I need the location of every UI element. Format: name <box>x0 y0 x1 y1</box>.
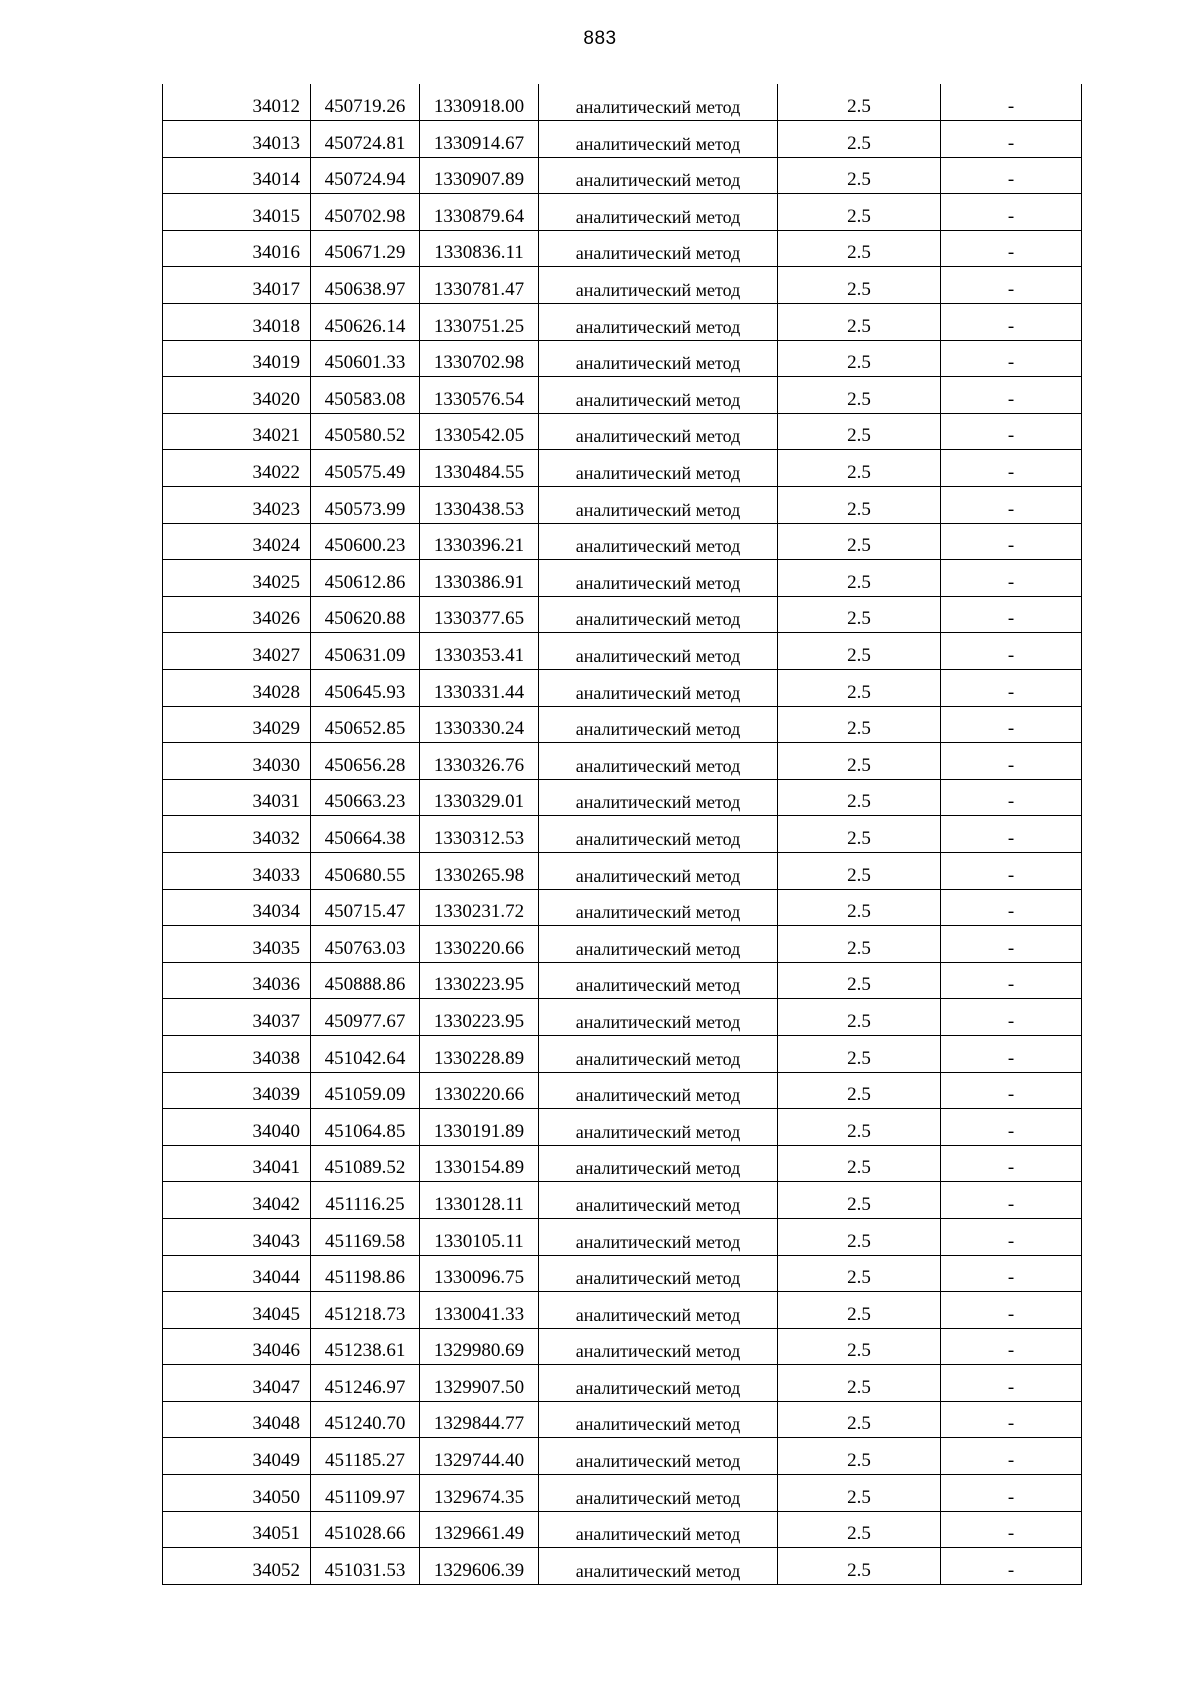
point-number-cell: 34045 <box>163 1292 311 1329</box>
x-coordinate-cell: 451218.73 <box>311 1292 420 1329</box>
table-row <box>163 999 1082 1036</box>
point-number-cell: 34031 <box>163 779 311 816</box>
note-cell: - <box>941 633 1082 670</box>
note-cell: - <box>941 1145 1082 1182</box>
method-cell: аналитический метод <box>539 1072 778 1109</box>
x-coordinate-cell: 450638.97 <box>311 267 420 304</box>
note-cell: - <box>941 1218 1082 1255</box>
accuracy-cell: 2.5 <box>778 1072 941 1109</box>
x-coordinate-cell: 450680.55 <box>311 852 420 889</box>
y-coordinate-cell: 1330377.65 <box>420 596 539 633</box>
accuracy-cell: 2.5 <box>778 157 941 194</box>
method-cell: аналитический метод <box>539 1109 778 1146</box>
accuracy-cell: 2.5 <box>778 779 941 816</box>
method-cell: аналитический метод <box>539 1365 778 1402</box>
method-cell: аналитический метод <box>539 1145 778 1182</box>
accuracy-cell: 2.5 <box>778 267 941 304</box>
method-cell: аналитический метод <box>539 962 778 999</box>
note-cell: - <box>941 340 1082 377</box>
accuracy-cell: 2.5 <box>778 926 941 963</box>
x-coordinate-cell: 451185.27 <box>311 1438 420 1475</box>
x-coordinate-cell: 451109.97 <box>311 1475 420 1512</box>
method-cell: аналитический метод <box>539 487 778 524</box>
table-row <box>163 1292 1082 1329</box>
point-number-cell: 34043 <box>163 1218 311 1255</box>
point-number-cell: 34050 <box>163 1475 311 1512</box>
y-coordinate-cell: 1330154.89 <box>420 1145 539 1182</box>
point-number-cell: 34012 <box>163 84 311 121</box>
method-cell: аналитический метод <box>539 194 778 231</box>
note-cell: - <box>941 267 1082 304</box>
accuracy-cell: 2.5 <box>778 1365 941 1402</box>
y-coordinate-cell: 1330836.11 <box>420 230 539 267</box>
point-number-cell: 34051 <box>163 1511 311 1548</box>
table-row <box>163 1145 1082 1182</box>
note-cell: - <box>941 706 1082 743</box>
note-cell: - <box>941 194 1082 231</box>
accuracy-cell: 2.5 <box>778 413 941 450</box>
accuracy-cell: 2.5 <box>778 1475 941 1512</box>
point-number-cell: 34034 <box>163 889 311 926</box>
accuracy-cell: 2.5 <box>778 816 941 853</box>
accuracy-cell: 2.5 <box>778 999 941 1036</box>
note-cell: - <box>941 1035 1082 1072</box>
coordinates-table <box>162 84 1082 1585</box>
point-number-cell: 34052 <box>163 1548 311 1585</box>
point-number-cell: 34021 <box>163 413 311 450</box>
y-coordinate-cell: 1330326.76 <box>420 743 539 780</box>
point-number-cell: 34047 <box>163 1365 311 1402</box>
accuracy-cell: 2.5 <box>778 1109 941 1146</box>
point-number-cell: 34029 <box>163 706 311 743</box>
accuracy-cell: 2.5 <box>778 121 941 158</box>
table-row <box>163 157 1082 194</box>
accuracy-cell: 2.5 <box>778 596 941 633</box>
note-cell: - <box>941 1182 1082 1219</box>
point-number-cell: 34023 <box>163 487 311 524</box>
point-number-cell: 34048 <box>163 1401 311 1438</box>
y-coordinate-cell: 1330041.33 <box>420 1292 539 1329</box>
note-cell: - <box>941 1292 1082 1329</box>
method-cell: аналитический метод <box>539 779 778 816</box>
y-coordinate-cell: 1329907.50 <box>420 1365 539 1402</box>
method-cell: аналитический метод <box>539 633 778 670</box>
y-coordinate-cell: 1330914.67 <box>420 121 539 158</box>
x-coordinate-cell: 450663.23 <box>311 779 420 816</box>
y-coordinate-cell: 1330702.98 <box>420 340 539 377</box>
note-cell: - <box>941 1548 1082 1585</box>
y-coordinate-cell: 1330386.91 <box>420 560 539 597</box>
table-row <box>163 1182 1082 1219</box>
accuracy-cell: 2.5 <box>778 1548 941 1585</box>
page-number: 883 <box>583 28 617 49</box>
point-number-cell: 34013 <box>163 121 311 158</box>
x-coordinate-cell: 450652.85 <box>311 706 420 743</box>
x-coordinate-cell: 450702.98 <box>311 194 420 231</box>
point-number-cell: 34028 <box>163 670 311 707</box>
table-row <box>163 194 1082 231</box>
note-cell: - <box>941 157 1082 194</box>
table-row <box>163 230 1082 267</box>
note-cell: - <box>941 889 1082 926</box>
accuracy-cell: 2.5 <box>778 1292 941 1329</box>
method-cell: аналитический метод <box>539 121 778 158</box>
note-cell: - <box>941 523 1082 560</box>
y-coordinate-cell: 1329744.40 <box>420 1438 539 1475</box>
point-number-cell: 34040 <box>163 1109 311 1146</box>
method-cell: аналитический метод <box>539 1511 778 1548</box>
table-row <box>163 1365 1082 1402</box>
point-number-cell: 34044 <box>163 1255 311 1292</box>
x-coordinate-cell: 451059.09 <box>311 1072 420 1109</box>
method-cell: аналитический метод <box>539 1182 778 1219</box>
method-cell: аналитический метод <box>539 816 778 853</box>
method-cell: аналитический метод <box>539 1328 778 1365</box>
accuracy-cell: 2.5 <box>778 1511 941 1548</box>
x-coordinate-cell: 450626.14 <box>311 304 420 341</box>
accuracy-cell: 2.5 <box>778 1035 941 1072</box>
note-cell: - <box>941 304 1082 341</box>
point-number-cell: 34035 <box>163 926 311 963</box>
method-cell: аналитический метод <box>539 1035 778 1072</box>
accuracy-cell: 2.5 <box>778 523 941 560</box>
accuracy-cell: 2.5 <box>778 1255 941 1292</box>
method-cell: аналитический метод <box>539 230 778 267</box>
point-number-cell: 34016 <box>163 230 311 267</box>
x-coordinate-cell: 450888.86 <box>311 962 420 999</box>
x-coordinate-cell: 451116.25 <box>311 1182 420 1219</box>
accuracy-cell: 2.5 <box>778 84 941 121</box>
x-coordinate-cell: 450763.03 <box>311 926 420 963</box>
point-number-cell: 34025 <box>163 560 311 597</box>
x-coordinate-cell: 450719.26 <box>311 84 420 121</box>
x-coordinate-cell: 450600.23 <box>311 523 420 560</box>
method-cell: аналитический метод <box>539 999 778 1036</box>
note-cell: - <box>941 487 1082 524</box>
table-body <box>163 84 1082 1584</box>
y-coordinate-cell: 1330105.11 <box>420 1218 539 1255</box>
point-number-cell: 34015 <box>163 194 311 231</box>
method-cell: аналитический метод <box>539 377 778 414</box>
accuracy-cell: 2.5 <box>778 1438 941 1475</box>
point-number-cell: 34049 <box>163 1438 311 1475</box>
point-number-cell: 34042 <box>163 1182 311 1219</box>
accuracy-cell: 2.5 <box>778 1145 941 1182</box>
table-row <box>163 1218 1082 1255</box>
x-coordinate-cell: 451028.66 <box>311 1511 420 1548</box>
y-coordinate-cell: 1330879.64 <box>420 194 539 231</box>
table-row <box>163 1072 1082 1109</box>
point-number-cell: 34033 <box>163 852 311 889</box>
method-cell: аналитический метод <box>539 523 778 560</box>
y-coordinate-cell: 1330542.05 <box>420 413 539 450</box>
method-cell: аналитический метод <box>539 1292 778 1329</box>
accuracy-cell: 2.5 <box>778 560 941 597</box>
x-coordinate-cell: 450575.49 <box>311 450 420 487</box>
note-cell: - <box>941 962 1082 999</box>
point-number-cell: 34038 <box>163 1035 311 1072</box>
y-coordinate-cell: 1330396.21 <box>420 523 539 560</box>
note-cell: - <box>941 450 1082 487</box>
method-cell: аналитический метод <box>539 706 778 743</box>
point-number-cell: 34036 <box>163 962 311 999</box>
y-coordinate-cell: 1330220.66 <box>420 1072 539 1109</box>
y-coordinate-cell: 1330907.89 <box>420 157 539 194</box>
method-cell: аналитический метод <box>539 1548 778 1585</box>
x-coordinate-cell: 450645.93 <box>311 670 420 707</box>
point-number-cell: 34039 <box>163 1072 311 1109</box>
accuracy-cell: 2.5 <box>778 304 941 341</box>
note-cell: - <box>941 852 1082 889</box>
y-coordinate-cell: 1330331.44 <box>420 670 539 707</box>
note-cell: - <box>941 596 1082 633</box>
table-row <box>163 1255 1082 1292</box>
note-cell: - <box>941 743 1082 780</box>
x-coordinate-cell: 451042.64 <box>311 1035 420 1072</box>
method-cell: аналитический метод <box>539 157 778 194</box>
y-coordinate-cell: 1330353.41 <box>420 633 539 670</box>
x-coordinate-cell: 451089.52 <box>311 1145 420 1182</box>
note-cell: - <box>941 926 1082 963</box>
accuracy-cell: 2.5 <box>778 450 941 487</box>
x-coordinate-cell: 451064.85 <box>311 1109 420 1146</box>
table-row <box>163 1328 1082 1365</box>
table-row <box>163 779 1082 816</box>
x-coordinate-cell: 450631.09 <box>311 633 420 670</box>
note-cell: - <box>941 816 1082 853</box>
note-cell: - <box>941 999 1082 1036</box>
table-row <box>163 377 1082 414</box>
y-coordinate-cell: 1330228.89 <box>420 1035 539 1072</box>
method-cell: аналитический метод <box>539 1255 778 1292</box>
table-row <box>163 1511 1082 1548</box>
y-coordinate-cell: 1330220.66 <box>420 926 539 963</box>
method-cell: аналитический метод <box>539 743 778 780</box>
table-row <box>163 1438 1082 1475</box>
note-cell: - <box>941 560 1082 597</box>
note-cell: - <box>941 1511 1082 1548</box>
method-cell: аналитический метод <box>539 340 778 377</box>
note-cell: - <box>941 1072 1082 1109</box>
accuracy-cell: 2.5 <box>778 706 941 743</box>
method-cell: аналитический метод <box>539 926 778 963</box>
x-coordinate-cell: 451240.70 <box>311 1401 420 1438</box>
accuracy-cell: 2.5 <box>778 889 941 926</box>
point-number-cell: 34018 <box>163 304 311 341</box>
table-row <box>163 84 1082 121</box>
x-coordinate-cell: 450977.67 <box>311 999 420 1036</box>
note-cell: - <box>941 1328 1082 1365</box>
table-row <box>163 889 1082 926</box>
table-row <box>163 1401 1082 1438</box>
y-coordinate-cell: 1330329.01 <box>420 779 539 816</box>
note-cell: - <box>941 1255 1082 1292</box>
x-coordinate-cell: 450715.47 <box>311 889 420 926</box>
x-coordinate-cell: 450620.88 <box>311 596 420 633</box>
y-coordinate-cell: 1329980.69 <box>420 1328 539 1365</box>
table-row <box>163 926 1082 963</box>
y-coordinate-cell: 1330438.53 <box>420 487 539 524</box>
point-number-cell: 34037 <box>163 999 311 1036</box>
table-row <box>163 340 1082 377</box>
table-row <box>163 1035 1082 1072</box>
accuracy-cell: 2.5 <box>778 1218 941 1255</box>
point-number-cell: 34017 <box>163 267 311 304</box>
point-number-cell: 34024 <box>163 523 311 560</box>
note-cell: - <box>941 1401 1082 1438</box>
y-coordinate-cell: 1330128.11 <box>420 1182 539 1219</box>
method-cell: аналитический метод <box>539 267 778 304</box>
accuracy-cell: 2.5 <box>778 962 941 999</box>
y-coordinate-cell: 1330484.55 <box>420 450 539 487</box>
x-coordinate-cell: 451238.61 <box>311 1328 420 1365</box>
accuracy-cell: 2.5 <box>778 743 941 780</box>
point-number-cell: 34046 <box>163 1328 311 1365</box>
y-coordinate-cell: 1329844.77 <box>420 1401 539 1438</box>
note-cell: - <box>941 377 1082 414</box>
y-coordinate-cell: 1330223.95 <box>420 962 539 999</box>
method-cell: аналитический метод <box>539 670 778 707</box>
y-coordinate-cell: 1330781.47 <box>420 267 539 304</box>
table-row <box>163 962 1082 999</box>
x-coordinate-cell: 450583.08 <box>311 377 420 414</box>
y-coordinate-cell: 1330751.25 <box>420 304 539 341</box>
note-cell: - <box>941 230 1082 267</box>
table-row <box>163 1548 1082 1585</box>
method-cell: аналитический метод <box>539 84 778 121</box>
note-cell: - <box>941 1109 1082 1146</box>
table-row <box>163 633 1082 670</box>
point-number-cell: 34030 <box>163 743 311 780</box>
note-cell: - <box>941 413 1082 450</box>
table-row <box>163 852 1082 889</box>
table-row <box>163 267 1082 304</box>
accuracy-cell: 2.5 <box>778 194 941 231</box>
y-coordinate-cell: 1330312.53 <box>420 816 539 853</box>
table-row <box>163 1109 1082 1146</box>
y-coordinate-cell: 1330918.00 <box>420 84 539 121</box>
note-cell: - <box>941 1438 1082 1475</box>
accuracy-cell: 2.5 <box>778 1328 941 1365</box>
accuracy-cell: 2.5 <box>778 852 941 889</box>
y-coordinate-cell: 1330096.75 <box>420 1255 539 1292</box>
table-row <box>163 743 1082 780</box>
y-coordinate-cell: 1330223.95 <box>420 999 539 1036</box>
y-coordinate-cell: 1329661.49 <box>420 1511 539 1548</box>
table-row <box>163 560 1082 597</box>
table-row <box>163 304 1082 341</box>
method-cell: аналитический метод <box>539 596 778 633</box>
table-row <box>163 1475 1082 1512</box>
x-coordinate-cell: 450612.86 <box>311 560 420 597</box>
accuracy-cell: 2.5 <box>778 377 941 414</box>
y-coordinate-cell: 1329606.39 <box>420 1548 539 1585</box>
accuracy-cell: 2.5 <box>778 633 941 670</box>
note-cell: - <box>941 121 1082 158</box>
method-cell: аналитический метод <box>539 560 778 597</box>
method-cell: аналитический метод <box>539 852 778 889</box>
x-coordinate-cell: 451246.97 <box>311 1365 420 1402</box>
x-coordinate-cell: 450656.28 <box>311 743 420 780</box>
method-cell: аналитический метод <box>539 1438 778 1475</box>
table-row <box>163 523 1082 560</box>
note-cell: - <box>941 1365 1082 1402</box>
point-number-cell: 34041 <box>163 1145 311 1182</box>
table-row <box>163 121 1082 158</box>
x-coordinate-cell: 450724.94 <box>311 157 420 194</box>
note-cell: - <box>941 670 1082 707</box>
table-row <box>163 670 1082 707</box>
accuracy-cell: 2.5 <box>778 1182 941 1219</box>
y-coordinate-cell: 1329674.35 <box>420 1475 539 1512</box>
x-coordinate-cell: 451169.58 <box>311 1218 420 1255</box>
y-coordinate-cell: 1330330.24 <box>420 706 539 743</box>
point-number-cell: 34019 <box>163 340 311 377</box>
table-row <box>163 596 1082 633</box>
y-coordinate-cell: 1330231.72 <box>420 889 539 926</box>
y-coordinate-cell: 1330576.54 <box>420 377 539 414</box>
table-row <box>163 413 1082 450</box>
y-coordinate-cell: 1330265.98 <box>420 852 539 889</box>
method-cell: аналитический метод <box>539 889 778 926</box>
x-coordinate-cell: 450724.81 <box>311 121 420 158</box>
table-row <box>163 706 1082 743</box>
point-number-cell: 34026 <box>163 596 311 633</box>
point-number-cell: 34020 <box>163 377 311 414</box>
table-row <box>163 450 1082 487</box>
method-cell: аналитический метод <box>539 1401 778 1438</box>
point-number-cell: 34022 <box>163 450 311 487</box>
x-coordinate-cell: 451031.53 <box>311 1548 420 1585</box>
method-cell: аналитический метод <box>539 1475 778 1512</box>
table-row <box>163 816 1082 853</box>
x-coordinate-cell: 450601.33 <box>311 340 420 377</box>
method-cell: аналитический метод <box>539 304 778 341</box>
accuracy-cell: 2.5 <box>778 340 941 377</box>
accuracy-cell: 2.5 <box>778 487 941 524</box>
method-cell: аналитический метод <box>539 450 778 487</box>
point-number-cell: 34027 <box>163 633 311 670</box>
note-cell: - <box>941 779 1082 816</box>
x-coordinate-cell: 450664.38 <box>311 816 420 853</box>
accuracy-cell: 2.5 <box>778 230 941 267</box>
point-number-cell: 34032 <box>163 816 311 853</box>
method-cell: аналитический метод <box>539 413 778 450</box>
method-cell: аналитический метод <box>539 1218 778 1255</box>
x-coordinate-cell: 450573.99 <box>311 487 420 524</box>
x-coordinate-cell: 451198.86 <box>311 1255 420 1292</box>
accuracy-cell: 2.5 <box>778 1401 941 1438</box>
note-cell: - <box>941 1475 1082 1512</box>
accuracy-cell: 2.5 <box>778 670 941 707</box>
table-row <box>163 487 1082 524</box>
y-coordinate-cell: 1330191.89 <box>420 1109 539 1146</box>
point-number-cell: 34014 <box>163 157 311 194</box>
x-coordinate-cell: 450580.52 <box>311 413 420 450</box>
note-cell: - <box>941 84 1082 121</box>
x-coordinate-cell: 450671.29 <box>311 230 420 267</box>
